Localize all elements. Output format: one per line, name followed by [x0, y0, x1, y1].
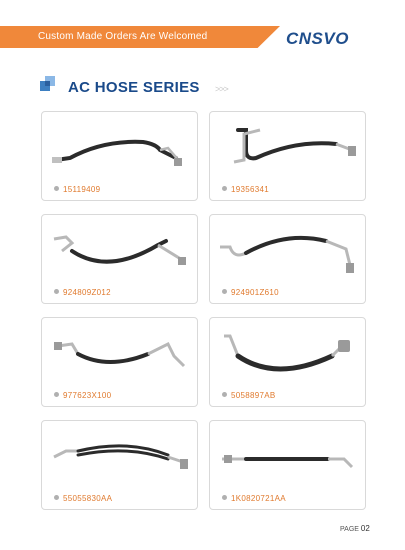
page-number [340, 524, 370, 533]
part-number-text: 924809Z012 [63, 288, 111, 297]
ac-hose-image [216, 429, 359, 489]
part-number [54, 391, 111, 400]
bullet-icon [222, 186, 227, 191]
part-number-text: 1K0820721AA [231, 494, 286, 503]
ac-hose-image [216, 223, 359, 283]
product-card[interactable] [209, 420, 366, 510]
bullet-icon [222, 495, 227, 500]
brand-logo: CNSVO [286, 29, 349, 48]
bullet-icon [222, 289, 227, 294]
ac-hose-image [216, 326, 359, 386]
ac-hose-image [48, 429, 191, 489]
page-label: PAGE [340, 526, 359, 533]
part-number-text: 15119409 [63, 185, 101, 194]
part-number-text: 19356341 [231, 185, 269, 194]
part-number-text: 5058897AB [231, 391, 276, 400]
banner-text: Custom Made Orders Are Welcomed [38, 31, 208, 42]
product-card[interactable] [41, 111, 198, 201]
section-title: AC HOSE SERIES [68, 79, 200, 96]
cube-icon [40, 76, 56, 92]
product-card[interactable] [41, 214, 198, 304]
part-number [54, 288, 111, 297]
ac-hose-image [48, 223, 191, 283]
product-card[interactable] [209, 214, 366, 304]
bullet-icon [54, 392, 59, 397]
part-number [222, 391, 276, 400]
part-number-text: 924901Z610 [231, 288, 279, 297]
section-arrows: >>> [215, 84, 228, 94]
product-card[interactable] [209, 111, 366, 201]
product-card[interactable] [209, 317, 366, 407]
bullet-icon [54, 186, 59, 191]
product-card[interactable] [41, 420, 198, 510]
product-card[interactable] [41, 317, 198, 407]
ac-hose-image [216, 120, 359, 180]
page-number-value: 02 [360, 524, 370, 533]
bullet-icon [222, 392, 227, 397]
part-number [54, 185, 100, 194]
part-number-text: 977623X100 [63, 391, 112, 400]
part-number [222, 494, 286, 503]
part-number [222, 185, 269, 194]
bullet-icon [54, 289, 59, 294]
part-number [54, 494, 112, 503]
ac-hose-image [48, 326, 191, 386]
part-number-text: 55055830AA [63, 494, 113, 503]
bullet-icon [54, 495, 59, 500]
part-number [222, 288, 279, 297]
ac-hose-image [48, 120, 191, 180]
